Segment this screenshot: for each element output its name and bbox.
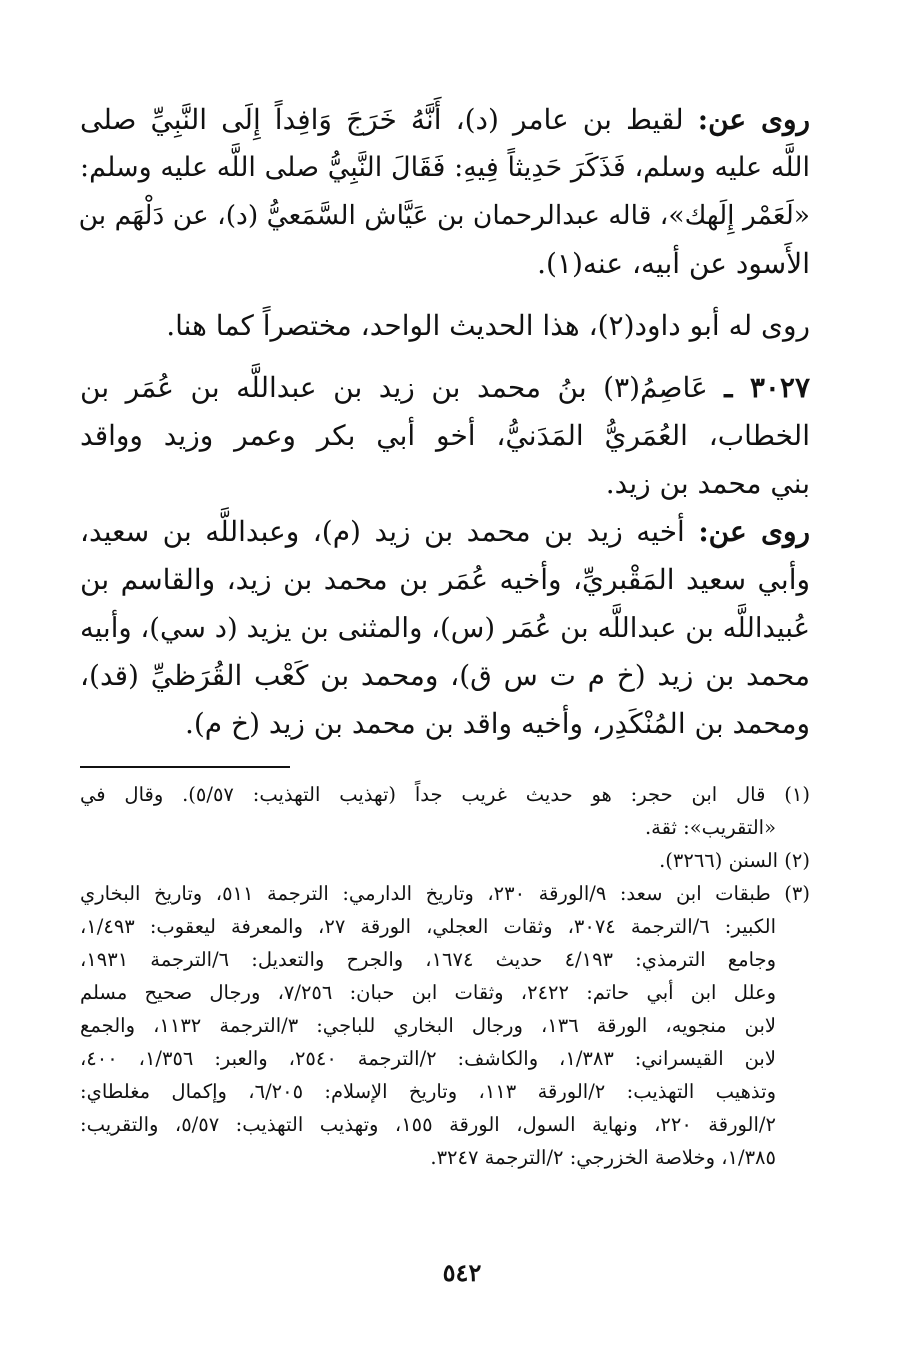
footnote-line: (٢) السنن (٣٢٦٦). <box>659 849 810 872</box>
footnote-2 <box>80 844 810 877</box>
text-line: روى عن: لقيط بن عامر (د)، أَنَّهُ خَرَجَ وَافِداً إِلَى النَّبِيِّ صلى <box>80 103 810 136</box>
footnote-line: ١/٣٨٥، وخلاصة الخزرجي: ٢/الترجمة ٣٢٤٧. <box>430 1146 776 1169</box>
footnote-line: (٣) طبقات ابن سعد: ٩/الورقة ٢٣٠، وتاريخ الدارمي: الترجمة ٥١١، وتاريخ البخاري <box>80 882 810 905</box>
footnote-3 <box>80 877 810 1174</box>
section-lead: روى عن: <box>697 103 810 136</box>
text-line: محمد بن زيد (خ م ت س ق)، ومحمد بن كَعْب القُرَظيِّ (قد)، <box>80 659 810 692</box>
paragraph-narrators-from-laqit <box>80 96 810 288</box>
text-line: ٣٠٢٧ ـ عَاصِمُ(٣) بنُ محمد بن زيد بن عبداللَّه بن عُمَر بن <box>80 371 810 404</box>
section-lead: روى عن: <box>698 515 810 548</box>
footnote-line: الكبير: ٦/الترجمة ٣٠٧٤، وثقات العجلي، الورقة ٢٧، والمعرفة ليعقوب: ١/٤٩٣، <box>80 915 776 938</box>
footnote-line: ٢/الورقة ٢٢٠، ونهاية السول، الورقة ١٥٥، وتهذيب التهذيب: ٥/٥٧، والتقريب: <box>80 1113 776 1136</box>
text-line: روى عن: أخيه زيد بن محمد بن زيد (م)، وعبداللَّه بن سعيد، <box>80 515 810 548</box>
text-line: ومحمد بن المُنْكَدِر، وأخيه واقد بن محمد بن زيد (خ م). <box>184 707 810 740</box>
paragraph-narrated-from <box>80 508 810 748</box>
page-content <box>80 96 810 1174</box>
text-line: «لَعَمْر إِلَهك»، قاله عبدالرحمان بن عَيَّاش السَّمَعيُّ (د)، عن دَلْهَم بن <box>78 200 810 231</box>
footnote-line: وتذهيب التهذيب: ٢/الورقة ١١٣، وتاريخ الإسلام: ٦/٢٠٥، وإكمال مغلطاي: <box>80 1080 777 1103</box>
text-line: الخطاب، العُمَريُّ المَدَنيُّ، أخو أبي بكر وعمر وزيد وواقد <box>80 419 810 452</box>
footnote-divider <box>80 766 290 768</box>
text-line: اللَّه عليه وسلم، فَذَكَرَ حَدِيثاً فِيهِ: فَقَالَ النَّبِيُّ صلى اللَّه عليه وسلم: <box>80 152 810 183</box>
footnote-1 <box>80 778 810 844</box>
entry-number: ٣٠٢٧ ـ <box>724 371 810 404</box>
text-line: عُبيداللَّه بن عبداللَّه بن عُمَر (س)، والمثنى بن يزيد (د سي)، وأبيه <box>80 612 810 644</box>
text-line: روى له أبو داود(٢)، هذا الحديث الواحد، مختصراً كما هنا. <box>166 309 810 342</box>
footnote-line: لابن القيسراني: ١/٣٨٣، والكاشف: ٢/الترجمة ٢٥٤٠، والعبر: ١/٣٥٦، ٤٠٠، <box>80 1047 776 1070</box>
paragraph-abu-dawud <box>80 302 810 350</box>
footnote-line: «التقريب»: ثقة. <box>644 816 776 839</box>
footnote-line: (١) قال ابن حجر: هو حديث غريب جداً (تهذيب التهذيب: ٥/٥٧). وقال في <box>80 783 810 806</box>
footnote-line: وجامع الترمذي: ٤/١٩٣ حديث ١٦٧٤، والجرح والتعديل: ٦/الترجمة ١٩٣١، <box>80 948 777 971</box>
text-line: بني محمد بن زيد. <box>605 467 810 500</box>
text-line: الأَسود عن أبيه، عنه(١). <box>537 247 810 280</box>
text-line: وأبي سعيد المَقْبريِّ، وأخيه عُمَر بن محمد بن زيد، والقاسم بن <box>80 563 810 596</box>
page-number: ٥٤٢ <box>442 1258 482 1287</box>
entry-3027-asim <box>80 364 810 508</box>
footnotes <box>80 778 810 1174</box>
footnote-line: وعلل ابن أبي حاتم: ٢٤٢٢، وثقات ابن حبان: ٧/٢٥٦، ورجال صحيح مسلم <box>80 981 776 1004</box>
footnote-line: لابن منجويه، الورقة ١٣٦، ورجال البخاري للباجي: ٣/الترجمة ١١٣٢، والجمع <box>80 1014 777 1037</box>
